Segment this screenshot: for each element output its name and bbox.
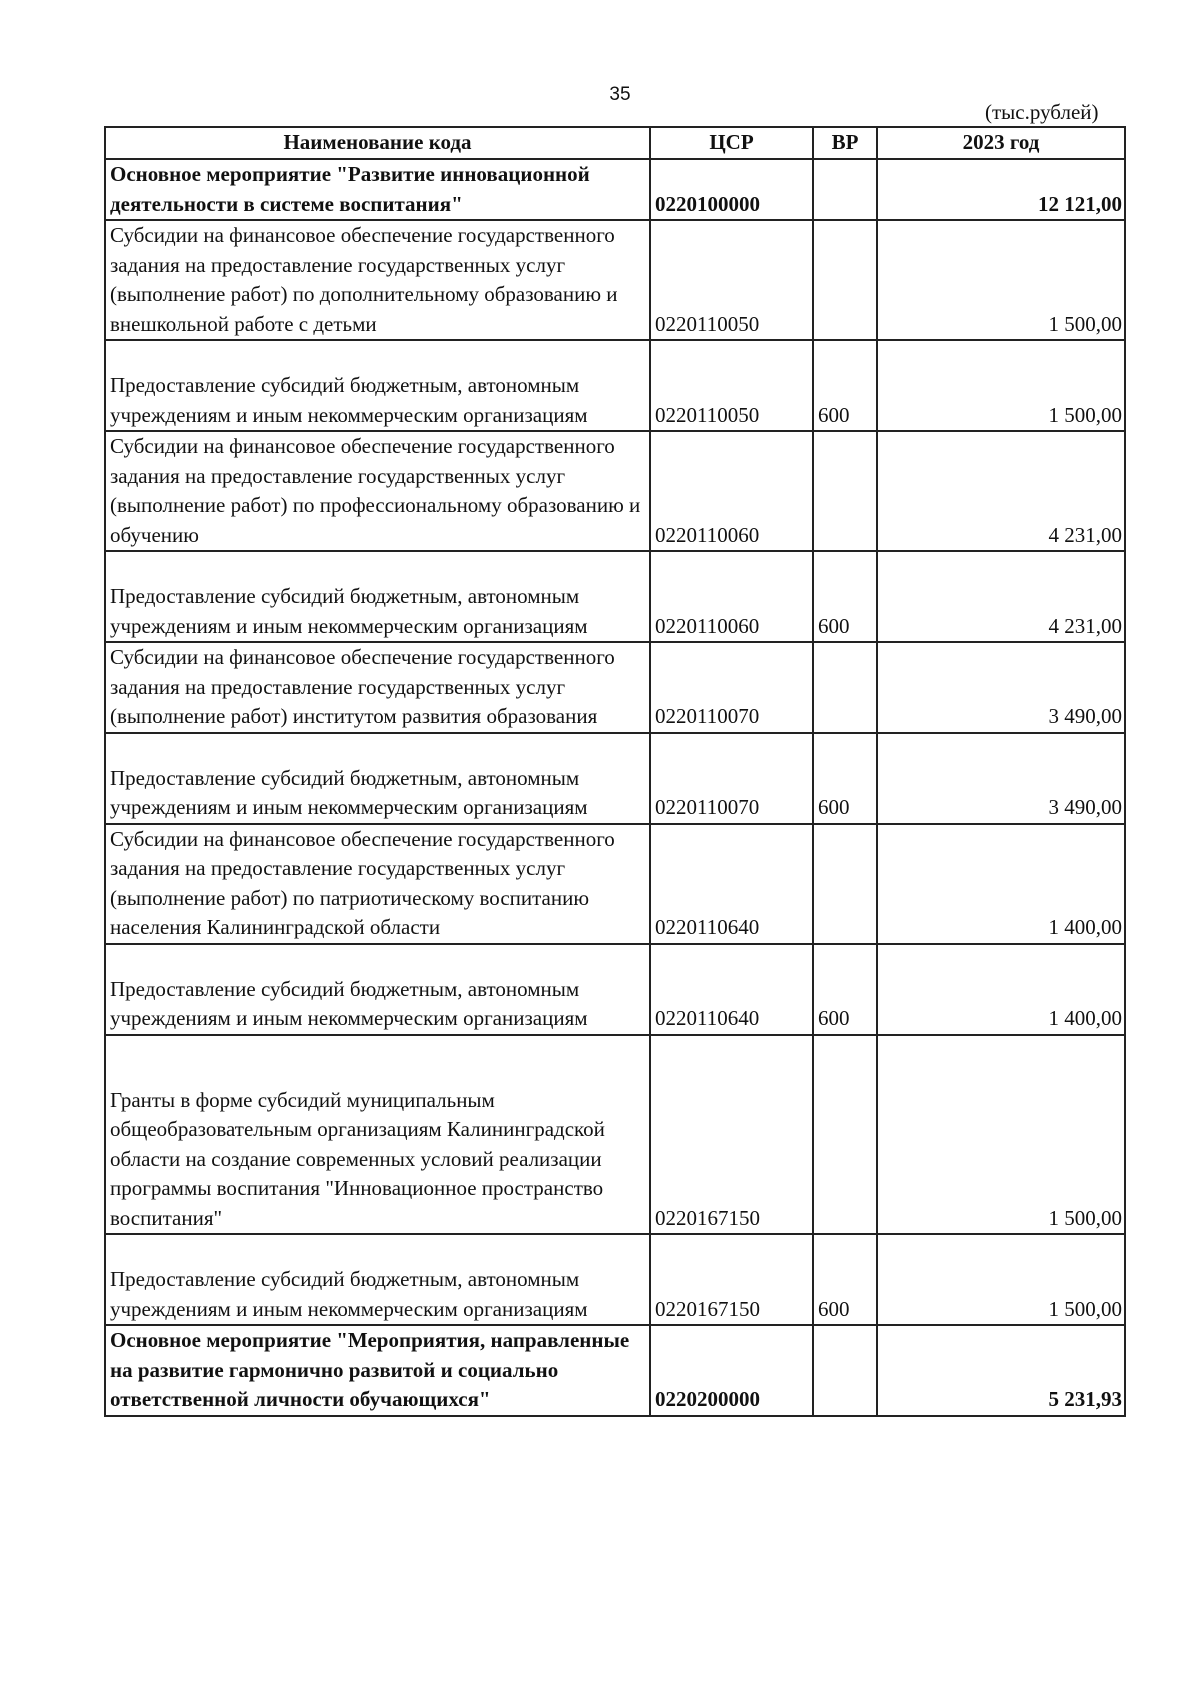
header-name: Наименование кода	[105, 127, 650, 159]
row-name: Предоставление субсидий бюджетным, автономным учреждениям и иным некоммерческим организациям	[105, 1234, 650, 1325]
row-csr: 0220200000	[650, 1325, 813, 1416]
table-row	[105, 431, 1125, 551]
table-row	[105, 340, 1125, 431]
table-row	[105, 220, 1125, 340]
row-amount: 3 490,00	[877, 642, 1125, 733]
table-header-row	[105, 127, 1125, 159]
row-name: Гранты в форме субсидий муниципальным общеобразовательным организациям Калининградской области на создание современных условий реализации программы воспитания "Инновационное пространство воспитания"	[105, 1035, 650, 1235]
row-amount: 12 121,00	[877, 159, 1125, 220]
row-name: Предоставление субсидий бюджетным, автономным учреждениям и иным некоммерческим организациям	[105, 340, 650, 431]
row-csr: 0220110070	[650, 733, 813, 824]
row-amount: 1 400,00	[877, 824, 1125, 944]
row-csr: 0220110050	[650, 220, 813, 340]
budget-table	[104, 126, 1126, 1417]
header-amount: 2023 год	[877, 127, 1125, 159]
row-name: Основное мероприятие "Развитие инновационной деятельности в системе воспитания"	[105, 159, 650, 220]
row-vr	[813, 1325, 877, 1416]
table-row	[105, 824, 1125, 944]
row-vr	[813, 642, 877, 733]
header-vr: ВР	[813, 127, 877, 159]
row-name: Субсидии на финансовое обеспечение государственного задания на предоставление государственных услуг (выполнение работ) по дополнительному образованию и внешкольной работе с детьми	[105, 220, 650, 340]
row-vr	[813, 220, 877, 340]
row-name: Субсидии на финансовое обеспечение государственного задания на предоставление государственных услуг (выполнение работ) по профессиональному образованию и обучению	[105, 431, 650, 551]
row-amount: 4 231,00	[877, 431, 1125, 551]
table-row	[105, 944, 1125, 1035]
row-csr: 0220110640	[650, 824, 813, 944]
row-amount: 1 500,00	[877, 340, 1125, 431]
row-csr: 0220110070	[650, 642, 813, 733]
row-vr: 600	[813, 551, 877, 642]
row-name: Субсидии на финансовое обеспечение государственного задания на предоставление государственных услуг (выполнение работ) институтом развития образования	[105, 642, 650, 733]
table-row	[105, 1325, 1125, 1416]
row-name: Основное мероприятие "Мероприятия, направленные на развитие гармонично развитой и социально ответственной личности обучающихся"	[105, 1325, 650, 1416]
row-amount: 3 490,00	[877, 733, 1125, 824]
table-row	[105, 551, 1125, 642]
row-vr: 600	[813, 733, 877, 824]
row-vr	[813, 431, 877, 551]
row-amount: 1 400,00	[877, 944, 1125, 1035]
row-csr: 0220167150	[650, 1234, 813, 1325]
row-name: Предоставление субсидий бюджетным, автономным учреждениям и иным некоммерческим организациям	[105, 551, 650, 642]
page-number: 35	[609, 84, 631, 105]
unit-note: (тыс.рублей)	[985, 100, 1099, 124]
row-csr: 0220110060	[650, 551, 813, 642]
row-name: Субсидии на финансовое обеспечение государственного задания на предоставление государственных услуг (выполнение работ) по патриотическому воспитанию населения Калининградской области	[105, 824, 650, 944]
row-amount: 4 231,00	[877, 551, 1125, 642]
table-row	[105, 1035, 1125, 1235]
row-amount: 1 500,00	[877, 1234, 1125, 1325]
table-row	[105, 733, 1125, 824]
row-amount: 1 500,00	[877, 220, 1125, 340]
row-vr: 600	[813, 340, 877, 431]
row-amount: 5 231,93	[877, 1325, 1125, 1416]
header-csr: ЦСР	[650, 127, 813, 159]
row-vr	[813, 1035, 877, 1235]
row-name: Предоставление субсидий бюджетным, автономным учреждениям и иным некоммерческим организациям	[105, 733, 650, 824]
row-amount: 1 500,00	[877, 1035, 1125, 1235]
table-row	[105, 159, 1125, 220]
row-csr: 0220110640	[650, 944, 813, 1035]
table-row	[105, 1234, 1125, 1325]
table-row	[105, 642, 1125, 733]
row-vr	[813, 159, 877, 220]
row-vr: 600	[813, 1234, 877, 1325]
row-csr: 0220110050	[650, 340, 813, 431]
row-vr	[813, 824, 877, 944]
row-csr: 0220167150	[650, 1035, 813, 1235]
row-name: Предоставление субсидий бюджетным, автономным учреждениям и иным некоммерческим организациям	[105, 944, 650, 1035]
row-vr: 600	[813, 944, 877, 1035]
row-csr: 0220110060	[650, 431, 813, 551]
row-csr: 0220100000	[650, 159, 813, 220]
